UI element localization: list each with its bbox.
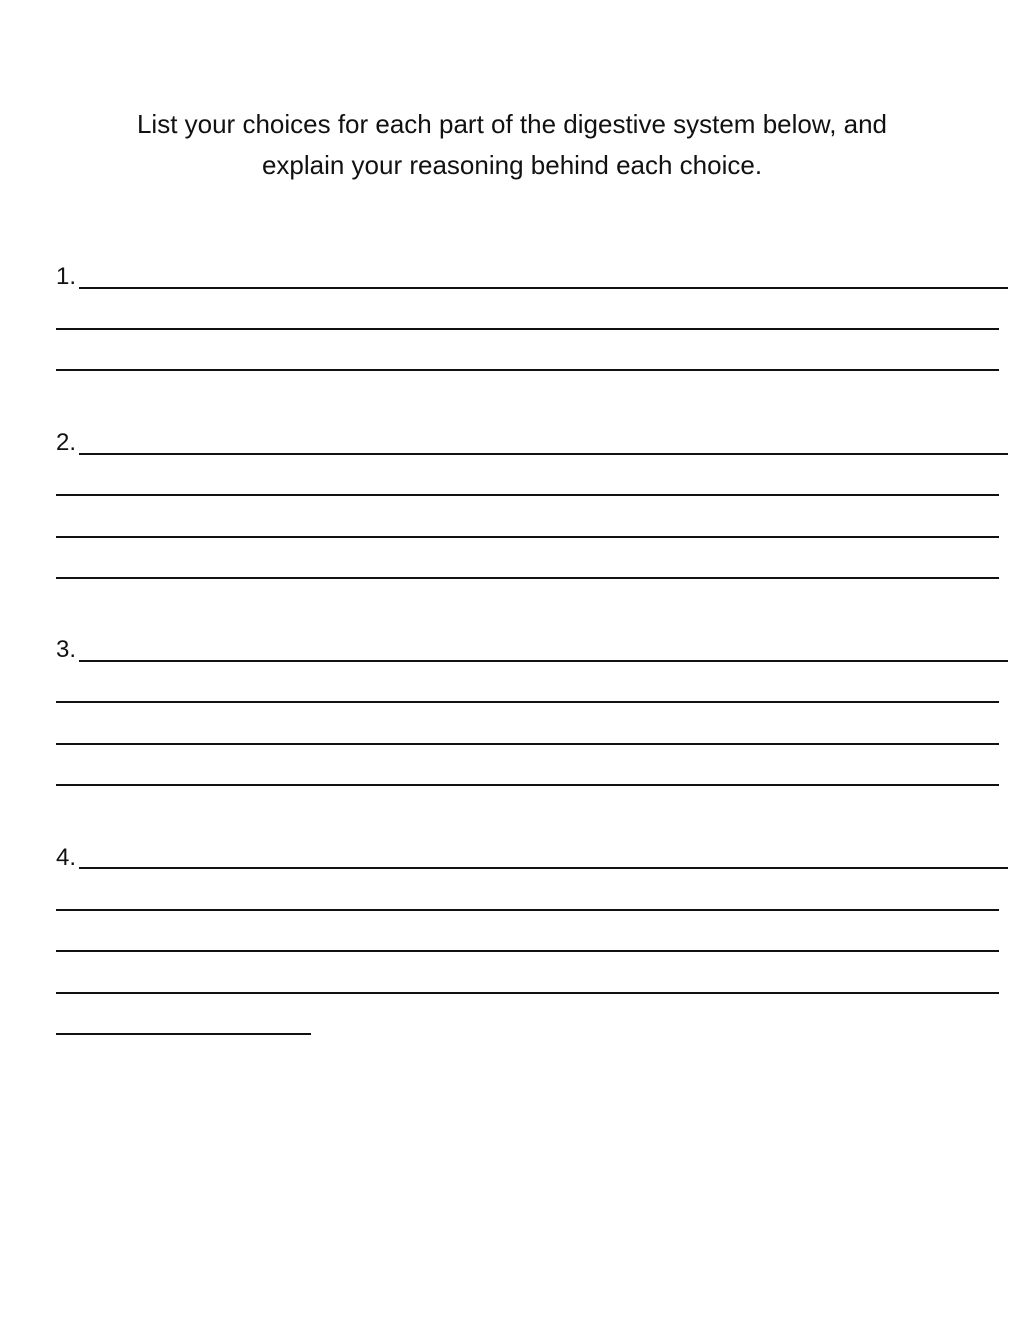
answer-line[interactable] [56,992,999,994]
question-number: 2. [56,429,77,456]
answer-line[interactable] [56,701,999,703]
answer-line[interactable] [56,536,999,538]
answer-line[interactable] [56,494,999,496]
answer-line[interactable] [56,909,999,911]
answer-line[interactable] [56,1033,311,1035]
question-number: 1. [56,263,77,290]
instructions [0,104,1024,186]
answer-line[interactable] [56,950,999,952]
answer-line[interactable] [79,660,1008,662]
instructions-line-2: explain your reasoning behind each choice. [261,150,763,180]
answer-line[interactable] [56,743,999,745]
question-number: 4. [56,844,77,871]
question-number: 3. [56,636,77,663]
instructions-line-1: List your choices for each part of the digestive system below, and [136,109,888,139]
answer-line[interactable] [79,287,1008,289]
answer-line[interactable] [56,784,999,786]
answer-line[interactable] [79,453,1008,455]
answer-line[interactable] [56,369,999,371]
answer-line[interactable] [56,577,999,579]
answer-line[interactable] [79,867,1008,869]
answer-line[interactable] [56,328,999,330]
